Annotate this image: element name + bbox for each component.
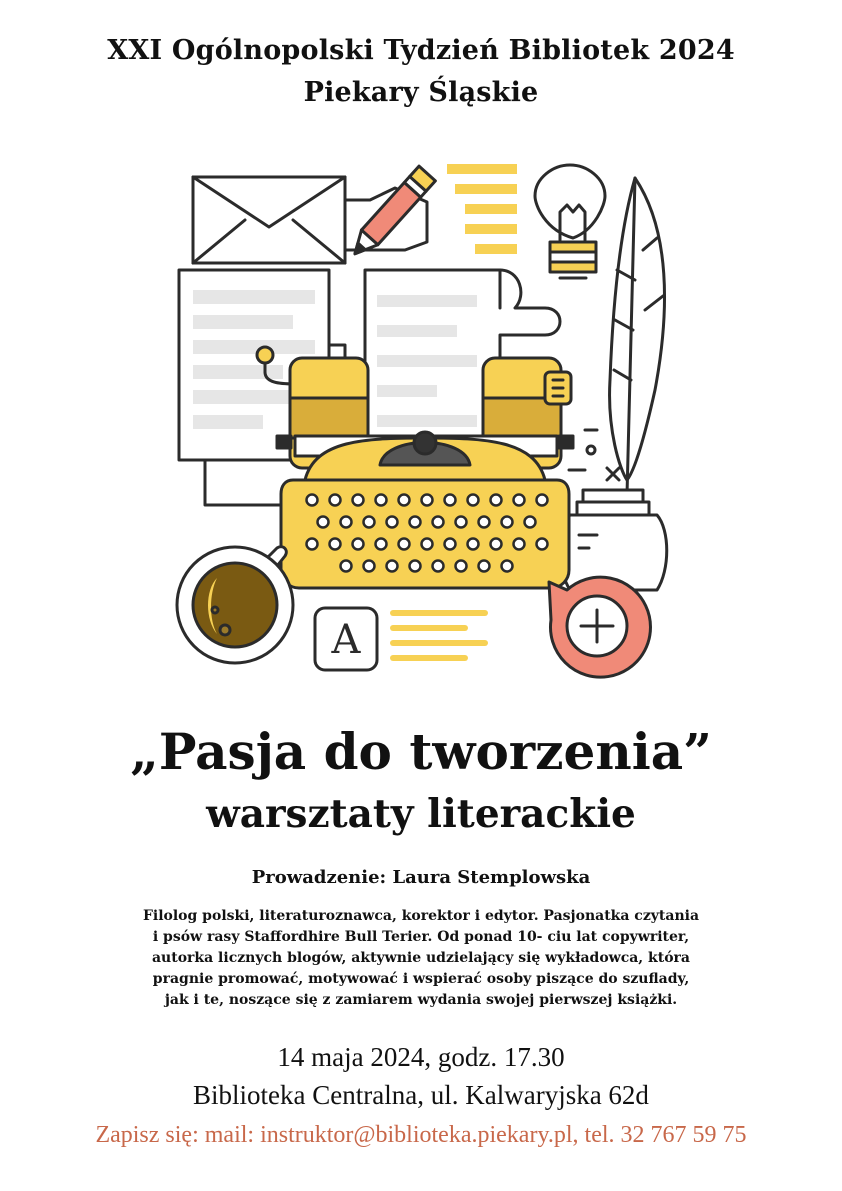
text-lines-icon — [447, 164, 517, 254]
host-bio — [60, 906, 782, 1011]
bio-line: jak i te, noszące się z zamiarem wydania swojej pierwszej książki. — [164, 992, 678, 1008]
text-lines-bottom-icon — [393, 613, 485, 658]
event-venue: Biblioteka Centralna, ul. Kalwaryjska 62d — [193, 1080, 649, 1110]
workshop-host: Prowadzenie: Laura Stemplowska — [251, 867, 591, 888]
signup-contact: Zapisz się: mail: instruktor@biblioteka.piekary.pl, tel. 32 767 59 75 — [95, 1122, 747, 1148]
city-name: Piekary Śląskie — [303, 77, 539, 108]
lightbulb-icon — [535, 165, 605, 278]
bio-line: Filolog polski, literaturoznawca, korektor i edytor. Pasjonatka czytania — [142, 908, 700, 924]
coffee-cup-icon — [177, 547, 293, 663]
inkpot-icon — [560, 490, 667, 590]
envelope-icon — [193, 177, 345, 263]
event-subtitle: warsztaty literackie — [206, 791, 636, 837]
add-bubble-icon — [549, 577, 650, 677]
event-series-title: XXI Ogólnopolski Tydzień Bibliotek 2024 — [107, 35, 735, 66]
bio-line: autorka licznych blogów, aktywnie udzielający się wykładowca, która — [151, 950, 690, 966]
quill-feather-icon — [610, 178, 665, 495]
hand-with-pencil-icon — [345, 166, 435, 261]
event-date-time: 14 maja 2024, godz. 17.30 — [277, 1042, 565, 1072]
event-title: „Pasja do tworzenia” — [130, 722, 712, 781]
writing-illustration — [165, 150, 685, 685]
bio-line: pragnie promować, motywować i wspierać osoby piszące do szuflady, — [152, 971, 690, 987]
letter-a-glyph: A — [331, 617, 361, 663]
bio-line: i psów rasy Staffordhire Bull Terier. Od ponad 10- ciu lat copywriter, — [152, 929, 690, 945]
poster-header — [0, 30, 842, 114]
decorative-marks — [569, 430, 619, 480]
